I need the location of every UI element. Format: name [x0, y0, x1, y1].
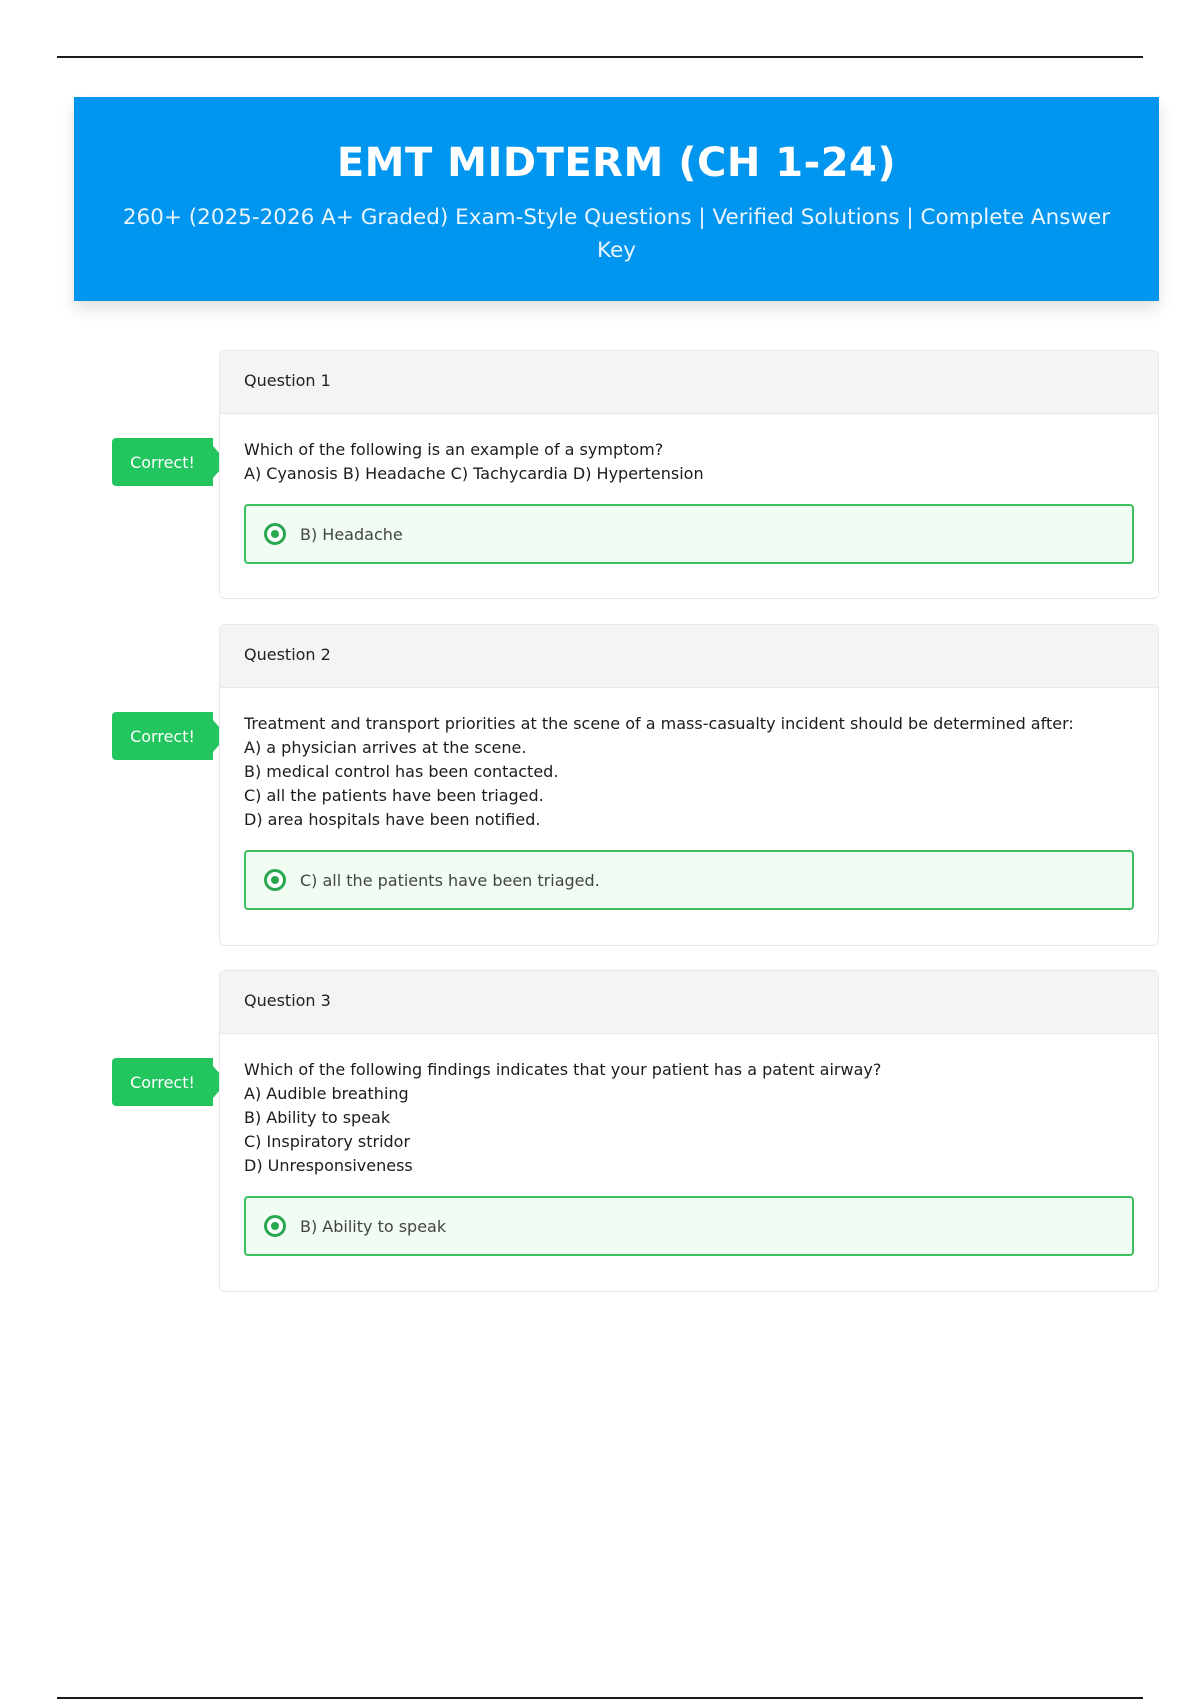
- correct-badge: Correct!: [112, 438, 213, 486]
- question-label: Question 1: [220, 351, 1158, 414]
- question-label: Question 2: [220, 625, 1158, 688]
- question-body: [220, 688, 1158, 910]
- question-line: D) Unresponsiveness: [244, 1156, 413, 1175]
- question-text: [244, 1058, 1134, 1178]
- question-line: A) a physician arrives at the scene.: [244, 738, 527, 757]
- title-banner: [74, 97, 1159, 301]
- radio-selected-icon[interactable]: [264, 1215, 286, 1237]
- correct-badge: Correct!: [112, 1058, 213, 1106]
- question-body: [220, 414, 1158, 564]
- bottom-rule: [57, 1697, 1143, 1699]
- question-body: [220, 1034, 1158, 1256]
- question-line: A) Audible breathing: [244, 1084, 409, 1103]
- question-line: B) Ability to speak: [244, 1108, 391, 1127]
- page-title: EMT MIDTERM (CH 1-24): [336, 140, 897, 186]
- correct-badge: Correct!: [112, 712, 213, 760]
- question-line: B) medical control has been contacted.: [244, 762, 559, 781]
- radio-selected-icon[interactable]: [264, 869, 286, 891]
- question-line: C) Inspiratory stridor: [244, 1132, 411, 1151]
- page-subtitle: 260+ (2025-2026 A+ Graded) Exam-Style Questions | Verified Solutions | Complete Answer Key: [122, 205, 1111, 263]
- question-line: Treatment and transport priorities at the scene of a mass-casualty incident should be determined after:: [244, 714, 1074, 733]
- question-label: Question 3: [220, 971, 1158, 1034]
- question-card: [219, 624, 1159, 946]
- question-line: Which of the following findings indicates that your patient has a patent airway?: [244, 1060, 882, 1079]
- question-card: [219, 350, 1159, 599]
- radio-selected-icon[interactable]: [264, 523, 286, 545]
- selected-answer[interactable]: [244, 850, 1134, 910]
- answer-text: B) Ability to speak: [300, 1216, 447, 1236]
- selected-answer[interactable]: [244, 1196, 1134, 1256]
- question-text: [244, 712, 1134, 832]
- question-line: D) area hospitals have been notified.: [244, 810, 541, 829]
- question-line: C) all the patients have been triaged.: [244, 786, 544, 805]
- answer-text: B) Headache: [300, 524, 403, 544]
- selected-answer[interactable]: [244, 504, 1134, 564]
- question-line: A) Cyanosis B) Headache C) Tachycardia D) Hypertension: [244, 464, 704, 483]
- answer-text: C) all the patients have been triaged.: [300, 870, 600, 890]
- question-line: Which of the following is an example of a symptom?: [244, 440, 664, 459]
- top-rule: [57, 56, 1143, 58]
- question-card: [219, 970, 1159, 1292]
- question-text: [244, 438, 1134, 486]
